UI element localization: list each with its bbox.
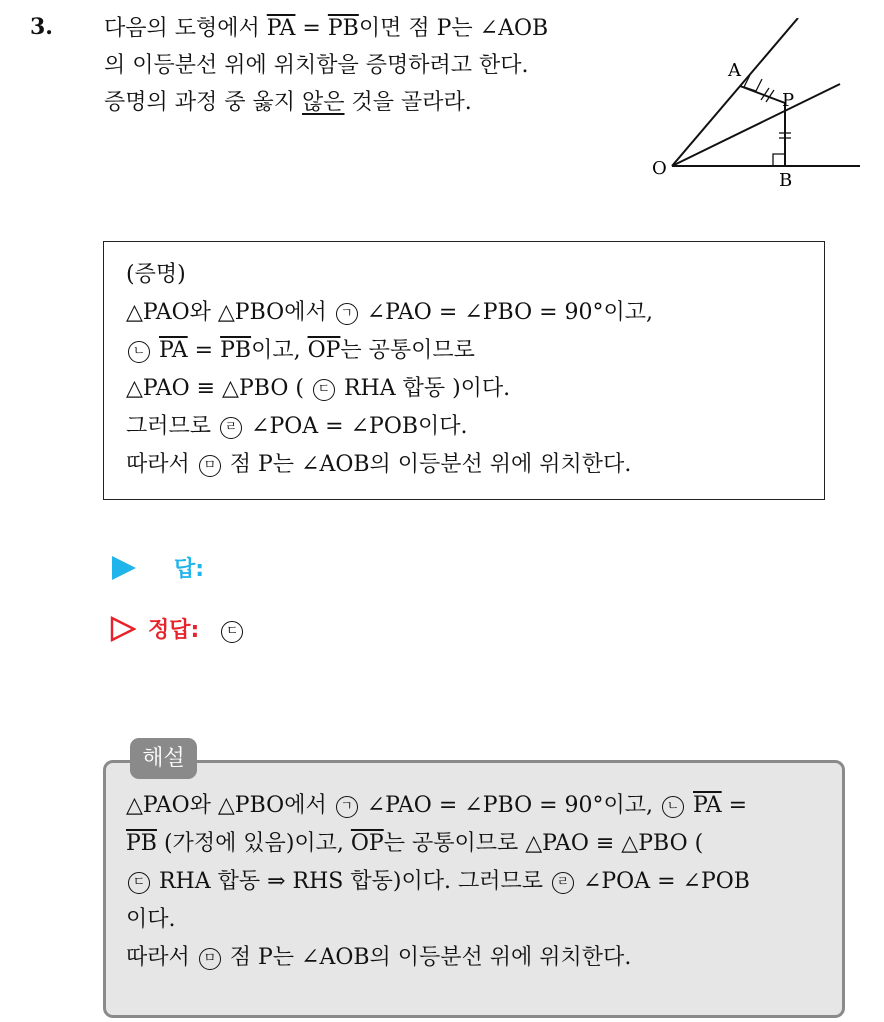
underlined-word: 않은	[302, 90, 345, 115]
play-icon	[112, 556, 136, 580]
marker-1: ㄱ	[336, 303, 358, 325]
proof-line4-b: ∠POA = ∠POB이다.	[244, 414, 468, 439]
label-b: B	[779, 170, 793, 191]
explain-line4: 이다.	[126, 907, 176, 932]
correct-answer-label: 정답:	[148, 618, 200, 643]
question-text	[104, 10, 624, 121]
proof-equals: =	[187, 338, 221, 363]
explain-line1-a: △PAO와 △PBO에서	[126, 793, 334, 818]
explain-marker-3: ㄷ	[128, 872, 150, 894]
proof-segment-op: $\overline{OP}$	[307, 338, 341, 363]
marker-2: ㄴ	[128, 341, 150, 363]
label-o: O	[652, 158, 667, 179]
explain-line1-c: =	[721, 793, 748, 818]
proof-line1-b: ∠PAO = ∠PBO = 90°이고,	[359, 300, 654, 325]
marker-5: ㅁ	[199, 455, 221, 477]
question-line2: 의 이등분선 위에 위치함을 증명하려고 한다.	[104, 53, 529, 78]
label-a: A	[728, 60, 741, 81]
angle-bisector-figure	[640, 18, 866, 198]
proof-segment-pb: $\overline{PB}$	[220, 338, 252, 363]
explain-line2-a: (가정에 있음)이고,	[156, 831, 351, 856]
segment-pb: $\overline{PB}$	[327, 16, 359, 41]
proof-line4-a: 그러므로	[126, 414, 219, 439]
question-line3-a: 증명의 과정 중 옳지	[104, 90, 302, 115]
question-line1-a: 다음의 도형에서	[104, 16, 267, 41]
explanation-box	[103, 760, 845, 1018]
explain-line5-a: 따라서	[126, 945, 197, 970]
explain-segment-op: $\overline{OP}$	[350, 831, 384, 856]
explain-marker-4: ㄹ	[552, 872, 574, 894]
question-number: 3.	[30, 14, 53, 40]
label-p: P	[782, 90, 795, 111]
answer-label: 답:	[174, 557, 205, 582]
outline-play-icon	[110, 616, 136, 642]
explain-marker-5: ㅁ	[199, 948, 221, 970]
proof-title: (증명)	[126, 262, 186, 287]
proof-line2-b: 이고,	[251, 338, 308, 363]
explain-line1-b: ∠PAO = ∠PBO = 90°이고,	[359, 793, 661, 818]
proof-line3-b: RHA 합동 )이다.	[336, 376, 511, 401]
explanation-tag: 해설	[130, 738, 197, 779]
explain-marker-2: ㄴ	[662, 796, 684, 818]
proof-line2-c: 는 공통이므로	[340, 338, 475, 363]
answer-row	[112, 552, 204, 583]
proof-line5-b: 점 P는 ∠AOB의 이등분선 위에 위치한다.	[222, 452, 632, 477]
explain-line3-b: ∠POA = ∠POB	[575, 869, 750, 894]
proof-segment-pa: $\overline{PA}$	[159, 338, 188, 363]
segment-pa: $\overline{PA}$	[266, 16, 296, 41]
proof-box	[103, 241, 825, 500]
explain-line2-b: 는 공통이므로 △PAO ≡ △PBO (	[383, 831, 704, 856]
question-line3-b: 것을 골라라.	[344, 90, 472, 115]
correct-answer-value: ㄷ	[221, 621, 243, 643]
ray-oa	[672, 18, 798, 166]
question-line1-b: 이면 점 P는 ∠AOB	[358, 16, 549, 41]
explain-line5-b: 점 P는 ∠AOB의 이등분선 위에 위치한다.	[222, 945, 632, 970]
marker-4: ㄹ	[220, 417, 242, 439]
ray-op	[672, 84, 840, 166]
correct-answer-row	[110, 613, 245, 644]
proof-line3-a: △PAO ≡ △PBO (	[126, 376, 311, 401]
equals-sign: =	[295, 16, 328, 41]
proof-line5-a: 따라서	[126, 452, 197, 477]
explain-line3-a: RHA 합동 ⇒ RHS 합동)이다. 그러므로	[152, 869, 550, 894]
explain-segment-pa: $\overline{PA}$	[693, 793, 722, 818]
proof-line1-a: △PAO와 △PBO에서	[126, 300, 334, 325]
right-angle-b	[773, 154, 785, 166]
marker-3: ㄷ	[313, 379, 335, 401]
explain-marker-1: ㄱ	[336, 796, 358, 818]
explain-segment-pb: $\overline{PB}$	[126, 831, 157, 856]
